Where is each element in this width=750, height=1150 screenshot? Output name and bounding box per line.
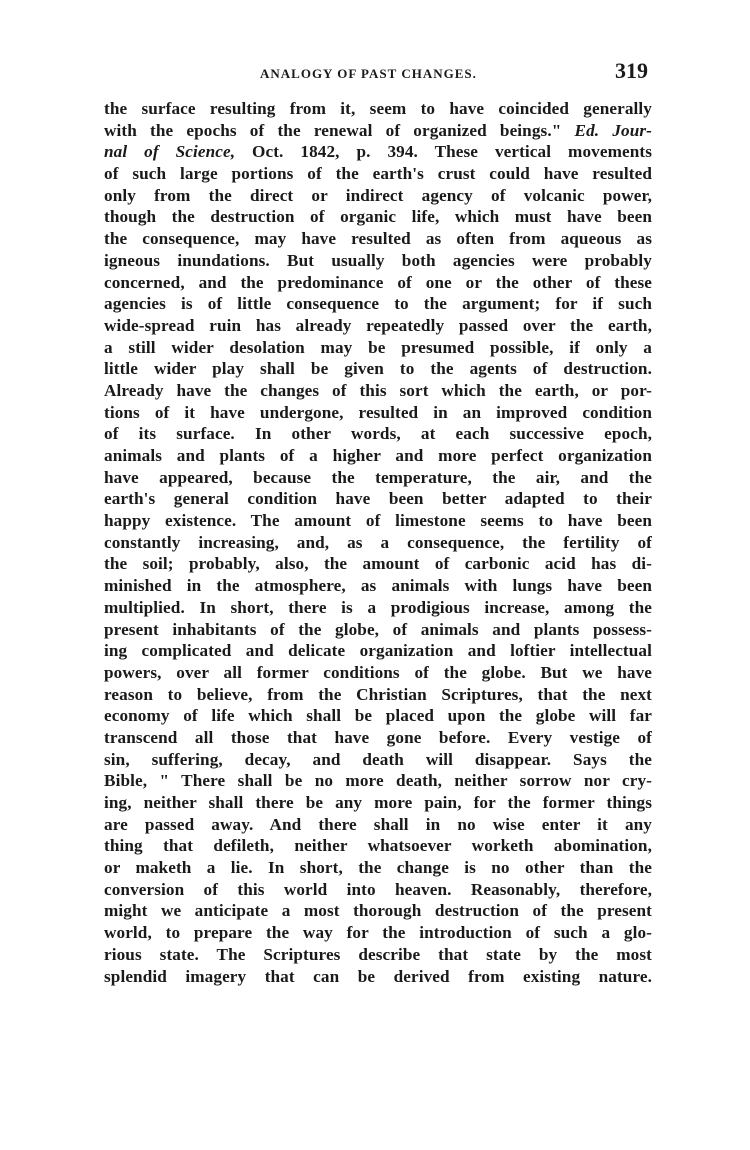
italic-citation: nal of Science,	[104, 142, 236, 162]
text-line: of its surface. In other words, at each successive epoch,	[104, 424, 652, 444]
text-span: Oct. 1842, p. 394. These vertical movements	[235, 142, 652, 162]
body-text	[104, 98, 652, 987]
text-line: ing, neither shall there be any more pain, for the former things	[104, 793, 652, 812]
text-line: only from the direct or indirect agency of volcanic power,	[104, 185, 652, 205]
text-line	[104, 120, 652, 142]
text-line: transcend all those that have gone before. Every vestige of	[104, 727, 652, 747]
text-line: powers, over all former conditions of the globe. But we have	[104, 662, 652, 682]
text-line: wide-spread ruin has already repeatedly passed over the earth,	[104, 315, 652, 335]
text-line: agencies is of little consequence to the argument; for if such	[104, 294, 652, 314]
text-line: Already have the changes of this sort which the earth, or por-	[104, 380, 652, 400]
text-line: little wider play shall be given to the agents of destruction.	[104, 359, 652, 379]
text-line: economy of life which shall be placed upon the globe will far	[104, 706, 652, 726]
text-line: have appeared, because the temperature, the air, and the	[104, 467, 652, 487]
text-line: or maketh a lie. In short, the change is no other than the	[104, 858, 652, 878]
text-line: rious state. The Scriptures describe that state by the most	[104, 944, 652, 964]
text-line: earth's general condition have been better adapted to their	[104, 489, 652, 509]
text-line: the soil; probably, also, the amount of carbonic acid has di-	[104, 554, 652, 574]
running-head	[104, 58, 652, 88]
text-line: though the destruction of organic life, which must have been	[104, 207, 652, 227]
text-line: multiplied. In short, there is a prodigious increase, among the	[104, 597, 652, 617]
text-span: with the epochs of the renewal of organized beings."	[104, 120, 575, 140]
text-line: Bible, " There shall be no more death, neither sorrow nor cry-	[104, 771, 652, 791]
text-line: world, to prepare the way for the introduction of such a glo-	[104, 923, 652, 943]
text-line: a still wider desolation may be presumed possible, if only a	[104, 337, 652, 357]
text-line: happy existence. The amount of limestone seems to have been	[104, 511, 652, 531]
text-line: the surface resulting from it, seem to have coincided generally	[104, 99, 652, 118]
text-line: sin, suffering, decay, and death will disappear. Says the	[104, 749, 652, 769]
text-line: the consequence, may have resulted as often from aqueous as	[104, 229, 652, 249]
text-line: conversion of this world into heaven. Reasonably, therefore,	[104, 879, 652, 899]
text-line: igneous inundations. But usually both agencies were probably	[104, 250, 652, 270]
text-line: constantly increasing, and, as a consequence, the fertility of	[104, 532, 652, 552]
text-line: minished in the atmosphere, as animals with lungs have been	[104, 576, 652, 596]
text-line	[104, 141, 652, 163]
text-line: of such large portions of the earth's crust could have resulted	[104, 164, 652, 184]
text-line: might we anticipate a most thorough destruction of the present	[104, 901, 652, 921]
text-line: animals and plants of a higher and more perfect organization	[104, 446, 652, 465]
text-line: ing complicated and delicate organization and loftier intellectual	[104, 641, 652, 661]
italic-citation: Ed. Jour-	[574, 120, 652, 140]
text-line: present inhabitants of the globe, of animals and plants possess-	[104, 619, 652, 639]
page-number: 319	[615, 58, 648, 83]
text-line: tions of it have undergone, resulted in an improved condition	[104, 402, 652, 422]
running-title: ANALOGY OF PAST CHANGES.	[260, 66, 477, 81]
text-line: are passed away. And there shall in no wise enter it any	[104, 814, 652, 834]
text-line: splendid imagery that can be derived from existing nature.	[104, 966, 652, 986]
text-line: concerned, and the predominance of one or the other of these	[104, 272, 652, 292]
text-line: reason to believe, from the Christian Scriptures, that the next	[104, 684, 652, 704]
text-line: thing that defileth, neither whatsoever worketh abomination,	[104, 836, 652, 856]
